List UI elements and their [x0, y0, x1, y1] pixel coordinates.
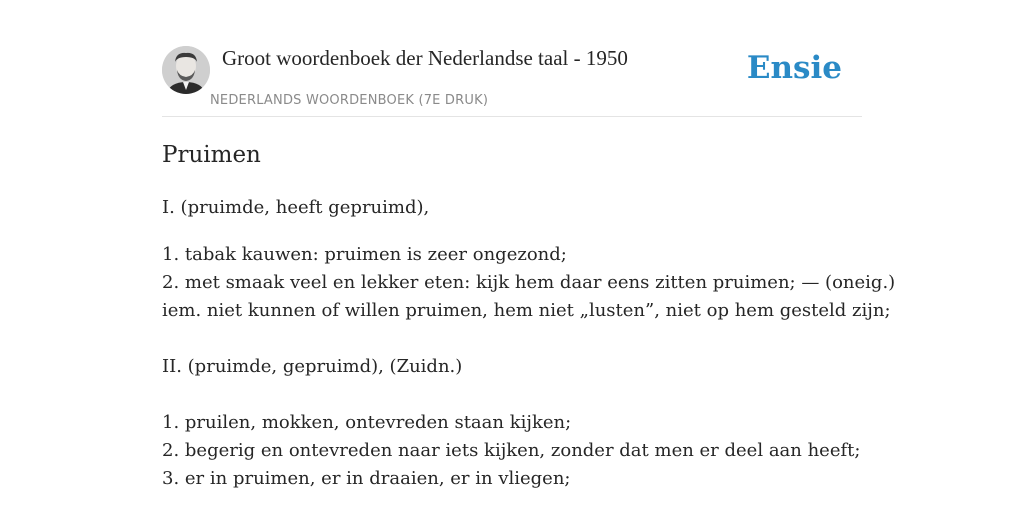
- entry-title: Pruimen: [162, 142, 261, 168]
- book-title[interactable]: Groot woordenboek der Nederlandse taal - 1950: [222, 46, 628, 70]
- definition-line: iem. niet kunnen of willen pruimen, hem niet „lusten”, niet op hem gesteld zijn;: [162, 300, 891, 321]
- definition-line: 2. begerig en ontevreden naar iets kijken, zonder dat men er deel aan heeft;: [162, 440, 861, 461]
- section-1-heading: I. (pruimde, heeft gepruimd),: [162, 197, 430, 218]
- author-portrait-icon: [162, 46, 210, 94]
- section-2-heading: II. (pruimde, gepruimd), (Zuidn.): [162, 356, 463, 377]
- definition-line: 1. pruilen, mokken, ontevreden staan kijken;: [162, 412, 572, 433]
- header: [162, 40, 862, 117]
- book-subtitle: NEDERLANDS WOORDENBOEK (7E DRUK): [210, 93, 489, 108]
- ensie-logo-link[interactable]: Ensie: [746, 50, 842, 86]
- definition-line: 3. er in pruimen, er in draaien, er in vliegen;: [162, 468, 571, 489]
- definition-line: 2. met smaak veel en lekker eten: kijk hem daar eens zitten pruimen; — (oneig.): [162, 272, 896, 293]
- entry-content: [162, 138, 896, 493]
- definition-line: 1. tabak kauwen: pruimen is zeer ongezond;: [162, 244, 567, 265]
